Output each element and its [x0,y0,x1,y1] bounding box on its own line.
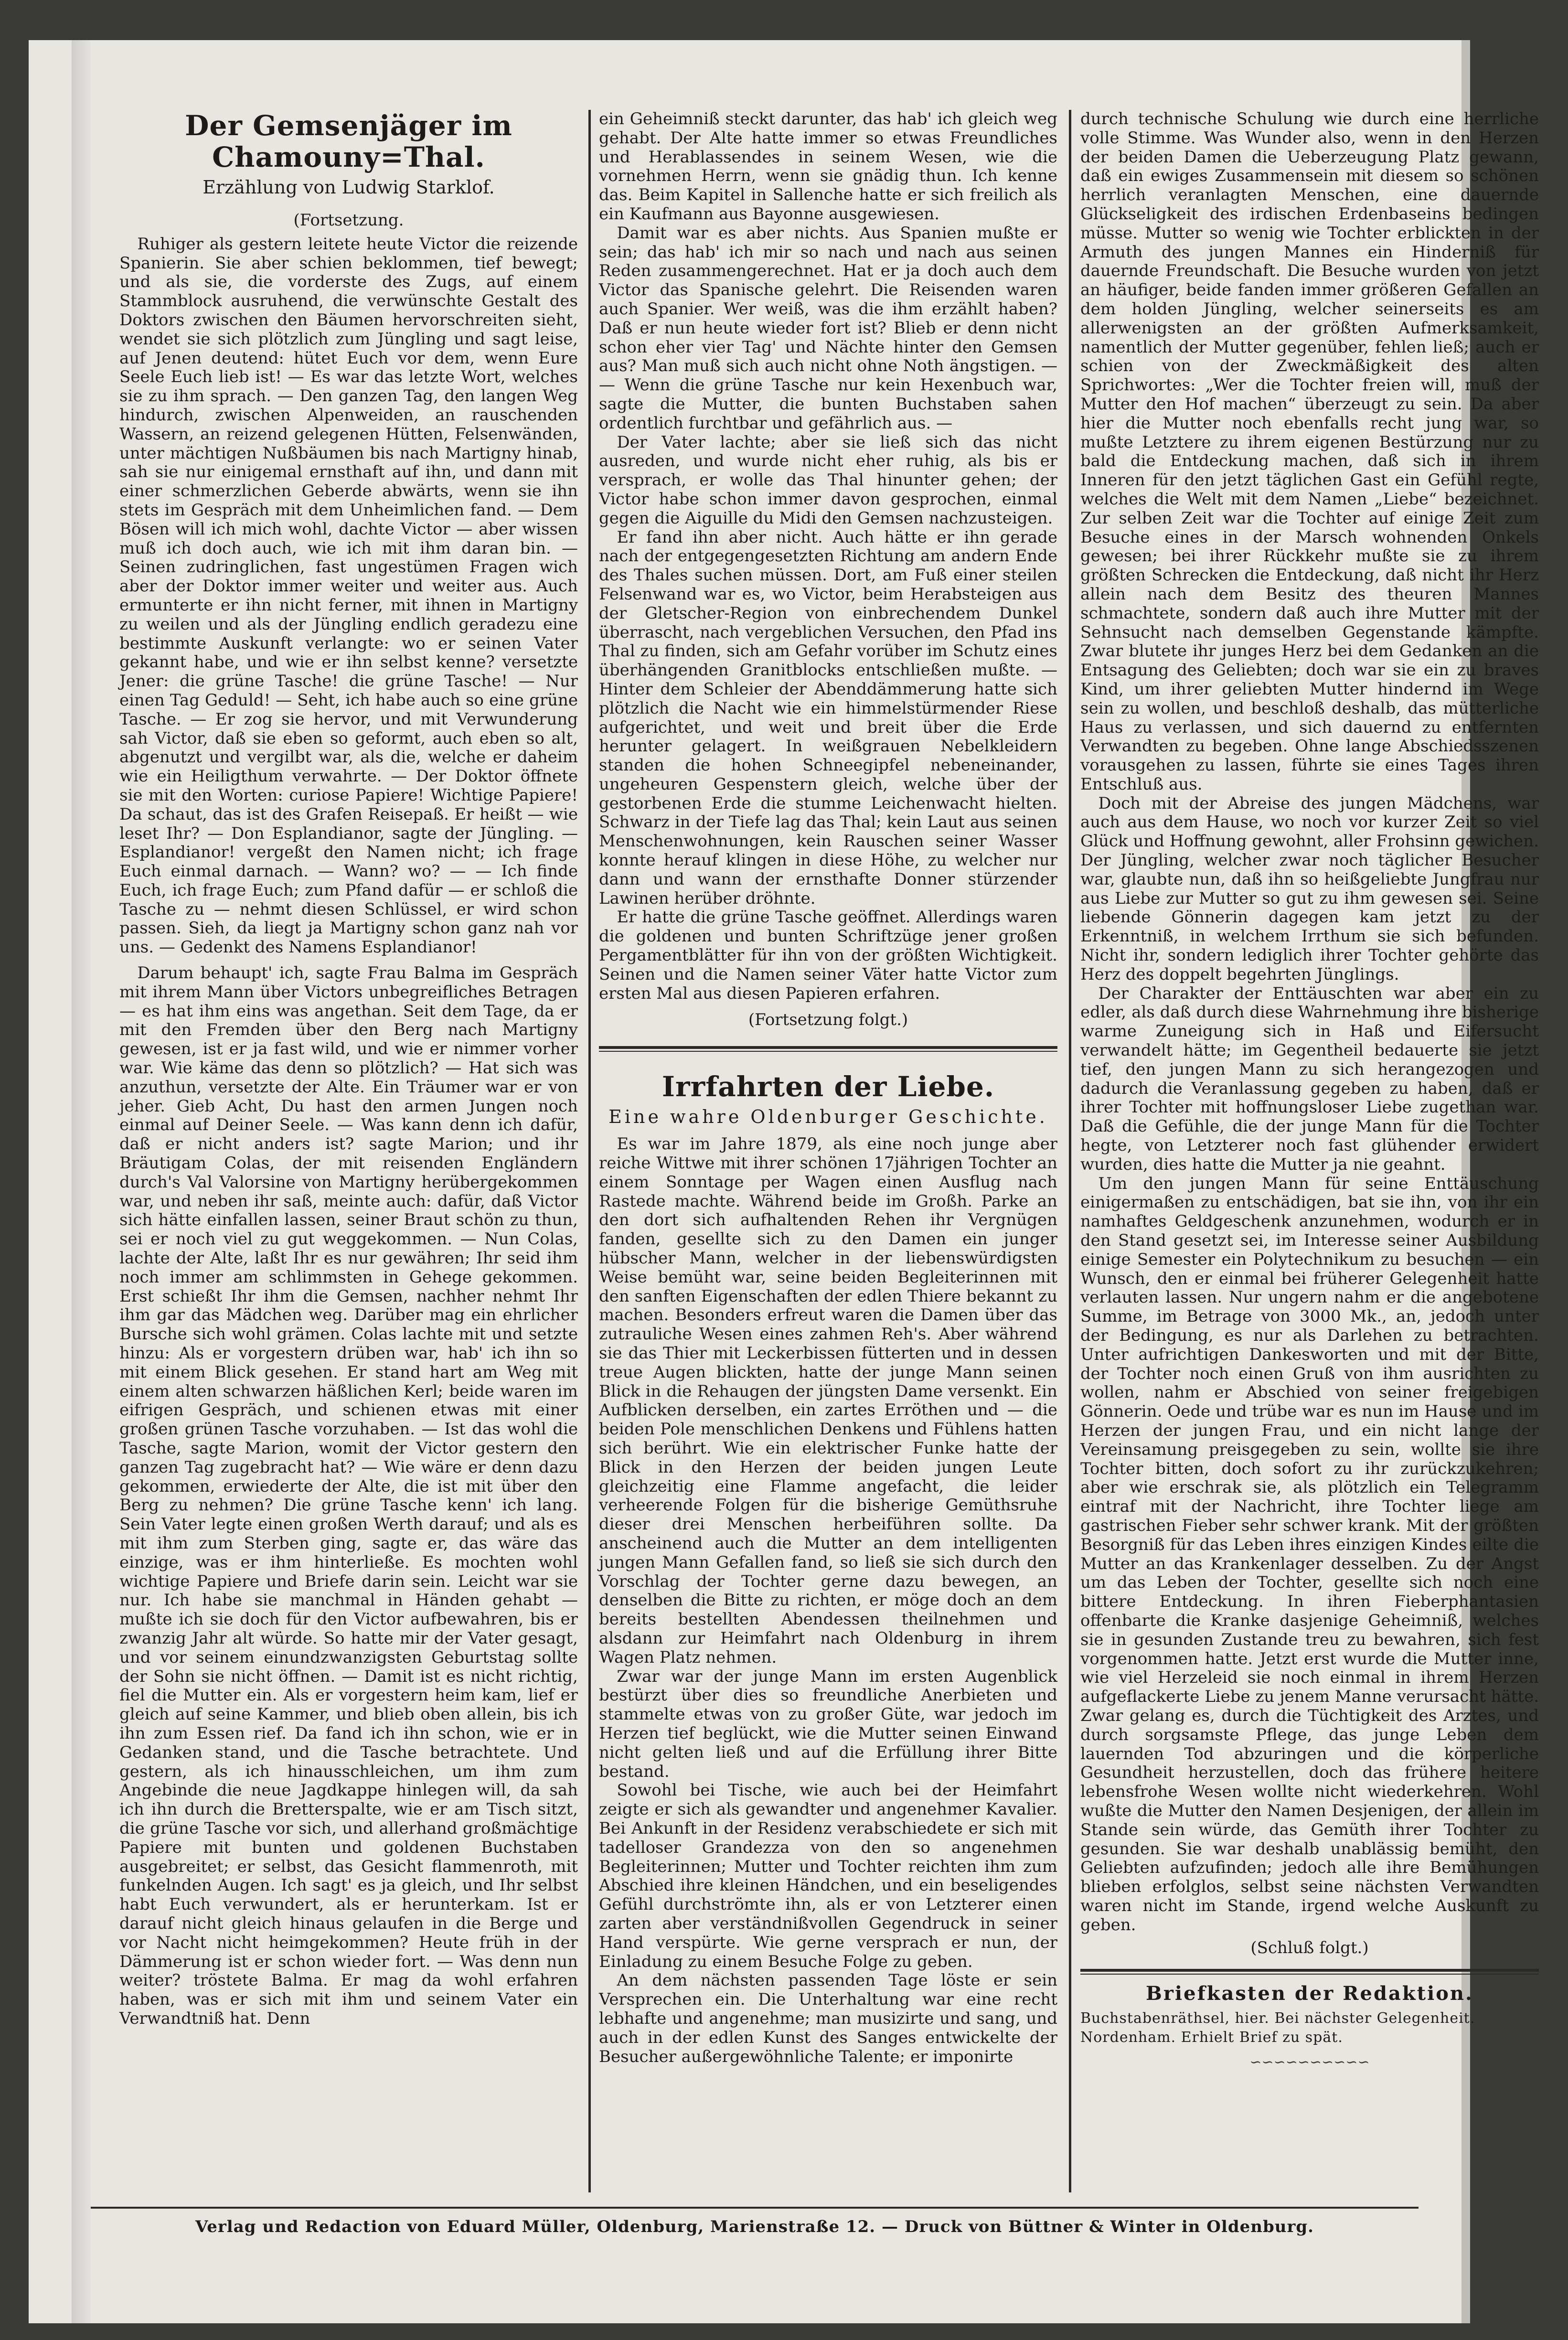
column-3 [1080,110,1539,2072]
story2-conclusion: (Schluß folgt.) [1250,1938,1369,1957]
story2-title: Irrfahrten der Liebe. [661,1070,995,1103]
story2-paragraph: Um den jungen Mann für seine Enttäuschung einigermaßen zu entschädigen, bat sie ihn, von ihr ein namhaftes Geldgeschenk anzunehmen, wodurch er in den Stand gesetzt sei, im Interesse seiner Ausbildung einige Semester ein Polytechnikum zu besuchen — ein Wunsch, den er einmal bei früherer Gelegenheit hatte verlauten lassen. Nur ungern nahm er die angebotene Summe, im Betrage von 3000 Mk., an, jedoch unter der Bedingung, es nur als Darlehen zu betrachten. Unter aufrichtigen Dankesworten und mit der Bitte, der Tochter noch einen Gruß von ihm ausrichten zu wollen, nahm er Abschied von seiner freigebigen Gönnerin. Oede und trübe war es nun im Hause und im Herzen der jungen Frau, und ein nicht lange der Vereinsamung preisgegeben zu sein, wollte sie ihre Tochter bitten, doch sofort zu ihr zurückzukehren; aber wie erschrak sie, als plötzlich ein Telegramm eintraf mit der Nachricht, ihre Tochter liege am gastrischen Fieber sehr schwer krank. Mit der größten Besorgniß für das Leben ihres einzigen Kindes eilte die Mutter an das Krankenlager desselben. Zu der Angst um das Leben der Tochter, gesellte sich noch eine bittere Entdeckung. In ihren Fieberphantasien offenbarte die Kranke dasjenige Geheimniß, welches sie in gesunden Zustande treu zu bewahren, sich fest vorgenommen hatte. Jetzt erst wurde die Mutter inne, wie viel Herzeleid sie noch einmal in ihrem Herzen aufgeflackerte Liebe zu jenem Manne verursacht hätte. Zwar gelang es, durch die Tüchtigkeit des Arztes, und durch sorgsamste Pflege, das junge Leben dem lauernden Tod abzuringen und die körperliche Gesundheit herzustellen, doch das frühere heitere lebensfrohe Wesen wollte nicht wiederkehren. Wohl wußte die Mutter den Namen Desjenigen, der allein im Stande sein würde, das Gemüth ihrer Tochter zu gesunden. Sie war deshalb unablässig bemüht, den Geliebten aufzufinden; jedoch alle ihre Bemühungen blieben erfolglos, selbst seine nächsten Verwandten waren nicht im Stande, irgend welche Auskunft zu geben. [1080,1174,1539,1934]
column-1 [119,110,578,2029]
letterbox-title: Briefkasten der Redaktion. [1146,1982,1473,2005]
story1-continuation: (Fortsetzung. [293,211,404,230]
footer-rule [91,2207,1419,2209]
imprint-footer: Verlag und Redaction von Eduard Müller, Oldenburg, Marienstraße 12. — Druck von Büttner & Winter in Oldenburg. [195,2217,1314,2236]
column-rule [588,110,591,2192]
story2-paragraph: Zwar war der junge Mann im ersten Augenblick bestürzt über dies so freundliche Anerbieten und stammelte etwas von zu großer Güte, war jedoch im Herzen tief beglückt, wie die Mutter seinen Einwand nicht gelten ließ und auf die Erfüllung ihrer Bitte bestand. [599,1667,1057,1781]
story2-paragraph: Doch mit der Abreise des jungen Mädchens, war auch aus dem Hause, wo noch vor kurzer Zeit so viel Glück und Hoffnung gewohnt, aller Frohsinn gewichen. Der Jüngling, welcher zwar noch täglicher Besucher war, glaubte nun, daß ihn so heißgeliebte Jungfrau nur aus Liebe zur Mutter so gut zu ihm gewesen sei. Seine liebende Gönnerin dagegen kam jetzt zu der Erkenntniß, in welchem Irrthum sie sich befunden. Nicht ihr, sondern lediglich ihrer Tochter gehörte das Herz des doppelt begehrten Jünglings. [1080,793,1539,984]
story2-paragraph: Es war im Jahre 1879, als eine noch junge aber reiche Wittwe mit ihrer schönen 17jährigen Tochter an einem Sonntage per Wagen einen Ausflug nach Rastede machte. Während beide im Großh. Parke an den dort sich aufhaltenden Rehen ihr Vergnügen fanden, gesellte sich zu den Damen ein junger hübscher Mann, welcher in der liebenswürdigsten Weise bemüht war, seine beiden Begleiterinnen mit den sanften Eigenschaften der edlen Thiere bekannt zu machen. Besonders erfreut waren die Damen über das zutrauliche Wesen eines zahmen Reh's. Aber während sie das Thier mit Leckerbissen fütterten und in dessen treue Augen blickten, hatte der junge Mann seinen Blick in die Rehaugen der jüngsten Dame versenkt. Ein Aufblicken derselben, ein zartes Erröthen und — die beiden Pole menschlichen Denkens und Fühlens hatten sich berührt. Wie ein elektrischer Funke hatte der Blick in den Herzen der beiden jungen Leute gleichzeitig eine Flamme angefacht, die leider verheerende Folgen für die bisherige Gemüthsruhe dieser drei Menschen herbeiführen sollte. Da anscheinend auch die Mutter an dem intelligenten jungen Mann Gefallen fand, so ließ sie sich durch den Vorschlag der Tochter gerne dazu bewegen, an denselben die Bitte zu richten, er möge doch an dem bereits bestellten Abendessen theilnehmen und alsdann zur Heimfahrt nach Oldenburg in ihrem Wagen Platz nehmen. [599,1134,1057,1667]
story1-paragraph: Damit war es aber nichts. Aus Spanien mußte er sein; das hab' ich mir so nach und nach aus seinen Reden zusammengerechnet. Hat er ja doch auch dem Victor das Spanische gelehrt. Die Reisenden waren auch Spanier. Wer weiß, was die ihm erzählt haben? Daß er nun heute wieder fort ist? Blieb er denn nicht schon eher vier Tag' und Nächte hinter den Gemsen aus? Man muß sich auch nicht ohne Noth ängstigen. — — Wenn die grüne Tasche nur kein Hexenbuch war, sagte die Mutter, die bunten Buchstaben sahen ordentlich furchtbar und gefährlich aus. — [599,223,1057,433]
section-separator [599,1046,1057,1052]
story2-paragraph: An dem nächsten passenden Tage löste er sein Versprechen ein. Die Unterhaltung war eine recht lebhafte und angenehme; man musizirte und sang, und auch in der edlen Kunst des Sanges entwickelte der Besucher außergewöhnliche Talente; er imponirte [599,1971,1057,2066]
story1-paragraph: Er fand ihn aber nicht. Auch hätte er ihn gerade nach der entgegengesetzten Richtung am andern Ende des Thales suchen müssen. Dort, am Fuß einer steilen Felsenwand war es, wo Victor, beim Herabsteigen aus der Gletscher-Region von einbrechendem Dunkel überrascht, nach vergeblichen Versuchen, den Pfad ins Thal zu finden, sich am Gefahr vorüber im Schutz eines überhängenden Granitblocks entschließen mußte. — Hinter dem Schleier der Abenddämmerung hatte sich plötzlich die Nacht wie ein himmelstürmender Riese aufgerichtet, und weit und breit über die Erde herunter gelagert. In weißgrauen Nebelkleidern standen die hohen Schneegipfel nebeneinander, ungeheuren Gespenstern gleich, welche über der gestorbenen Erde die stumme Leichenwacht hielten. Schwarz in der Tiefe lag das Thal; kein Laut aus seinen Menschenwohnungen, kein Rauschen seiner Wasser konnte herauf klingen in diese Höhe, zu welcher nur dann und wann der ernsthafte Donner stürzender Lawinen herüber dröhnte. [599,527,1057,908]
story1-paragraph: Darum behaupt' ich, sagte Frau Balma im Gespräch mit ihrem Mann über Victors unbegreifliches Betragen — es hat ihm eins was angethan. Seit dem Tage, da er mit den Fremden über den Berg nach Martigny gewesen, ist er ja fast wild, und wie er nimmer vorher war. Wie käme das denn so plötzlich? — Hat sich was anzuthun, versetzte der Alte. Ein Träumer war er von jeher. Gieb Acht, Du hast den armen Jungen noch einmal auf Deiner Seele. — Was kann denn ich dafür, daß er nicht anders ist? sagte Marion; und ihr Bräutigam Colas, der mit reisenden Engländern durch's Val Valorsine von Martigny herübergekommen war, und neben ihr saß, meinte auch: dafür, daß Victor sich hätte einfallen lassen, seiner Braut schön zu thun, sei er noch viel zu gut weggekommen. — Nun Colas, lachte der Alte, laßt Ihr es nur gewähren; Ihr seid ihm noch immer am schlimmsten in Gehege gekommen. Erst schießt Ihr ihm die Gemsen, nachher nehmt Ihr ihm gar das Mädchen weg. Darüber mag ein ehrlicher Bursche sich wohl grämen. Colas lachte mit und setzte hinzu: Als er vorgestern drüben war, hab' ich ihn so mit einem Blick gesehen. Er stand hart am Weg mit einem alten schwarzen häßlichen Kerl; beide waren im eifrigen Gespräch, und schienen etwas mit einer großen grünen Tasche vorzuhaben. — Ist das wohl die Tasche, sagte Marion, womit der Victor gestern den ganzen Tag zugebracht hat? — Wie wäre er denn dazu gekommen, erwiederte der Alte, die ist mit über den Berg zu nehmen? Die grüne Tasche kenn' ich lang. Sein Vater legte einen großen Werth darauf; und als es mit ihm zum Sterben ging, sagte er, das wäre das einzige, was er ihm hinterließe. Es mochten wohl wichtige Papiere und Briefe darin sein. Leicht war sie nur. Ich habe sie manchmal in Händen gehabt — mußte ich sie doch für den Victor aufbewahren, bis er zwanzig Jahr alt würde. So hatte mir der Vater gesagt, und vor seinem einundzwanzigsten Geburtstag sollte der Sohn sie nicht öffnen. — Damit ist es nicht richtig, fiel die Mutter ein. Als er vorgestern heim kam, lief er gleich auf seine Kammer, und blieb oben allein, bis ich ihn zum Essen rief. Da fand ich ihn schon, wie er in Gedanken stand, und die Tasche betrachtete. Und gestern, als ich hinausschleichen, um ihm zum Angebinde die neue Jagdkappe hinlegen will, da sah ich ihn durch die Bretterspalte, wie er am Tisch sitzt, die grüne Tasche vor sich, und allerhand großmächtige Papiere mit bunten und goldenen Buchstaben ausgebreitet; er selbst, das Gesicht flammenroth, mit funkelnden Augen. Ich sagt' es ja gleich, und Ihr selbst habt Euch verwundert, als er herunterkam. Ist er darauf nicht gleich hinaus gelaufen in die Berge und vor Nacht nicht heimgekommen? Heute früh in der Dämmerung ist er schon wieder fort. — Was denn nun weiter? tröstete Balma. Er mag da wohl erfahren haben, was er sich mit ihm und seinem Vater ein Verwandtniß hat. Denn [119,963,578,2028]
binding-gutter [72,40,91,2323]
story2-paragraph: durch technische Schulung wie durch eine herrliche volle Stimme. Was Wunder also, wenn in den Herzen der beiden Damen die Ueberzeugung Platz gewann, daß ein ewiges Zusammensein mit diesem so schönen herrlich veranlagten Menschen, eine dauernde Glückseligkeit des irdischen Erdenbaseins bedingen müsse. Mutter so wenig wie Tochter erblickten in der Armuth des jungen Mannes ein Hinderniß für dauernde Freundschaft. Die Besuche wurden von jetzt an häufiger, beide fanden immer größeren Gefallen an dem holden Jüngling, welcher seinerseits es am allerwenigsten an der größten Aufmerksamkeit, namentlich der Mutter gegenüber, fehlen ließ; auch er schien von der Zweckmäßigkeit des alten Sprichwortes: „Wer die Tochter freien will, muß der Mutter den Hof machen“ überzeugt zu sein. Da aber hier die Mutter noch ebenfalls recht jung war, so mußte Letztere zu ihrem eigenen Bestürzung nur zu bald die Entdeckung machen, daß sich in ihrem Inneren für den jetzt täglichen Gast ein Gefühl regte, welches die Welt mit dem Namen „Liebe“ bezeichnet. Zur selben Zeit war die Tochter auf einige Zeit zum Besuche eines in der Marsch wohnenden Onkels gewesen; bei ihrer Rückkehr mußte sie zu ihrem größten Schrecken die Entdeckung, daß nicht ihr Herz allein nach dem Besitz des theuren Mannes schmachtete, sondern daß auch ihre Mutter mit der Sehnsucht nach demselben Gegenstande kämpfte. Zwar blutete ihr junges Herz bei dem Gedanken an die Entsagung des Geliebten; doch war sie ein zu braves Kind, um ihrer geliebten Mutter hindernd im Wege sein zu wollen, und beschloß deshalb, das mütterliche Haus zu verlassen, und sich dauernd zu entfernten Verwandten zu begeben. Ohne lange Abschiedsszenen vorausgehen zu lassen, führte sie eines Tages ihren Entschluß aus. [1080,109,1539,794]
story1-title: Der Gemsenjäger im Chamouny=Thal. [185,109,512,173]
story1-paragraph: Er hatte die grüne Tasche geöffnet. Allerdings waren die goldenen und bunten Schriftzüge jener großen Pergamentblätter für ihn von der größten Wichtigkeit. Seinen und die Namen seiner Väter hatte Victor zum ersten Mal aus diesen Papieren erfahren. [599,908,1057,1003]
letterbox-entry: Buchstabenräthsel, hier. Bei nächster Gelegenheit. [1080,2010,1475,2027]
story1-paragraph: ein Geheimniß steckt darunter, das hab' ich gleich weg gehabt. Der Alte hatte immer so etwas Freundliches und Herablassendes in seinem Wesen, wie die vornehmen Herrn, wenn sie gnädig thun. Ich kenne das. Beim Kapitel in Sallenche hatte er sich freilich als ein Kaufmann aus Bayonne ausgewiesen. [599,109,1057,224]
story1-to-be-continued: (Fortsetzung folgt.) [748,1010,908,1030]
story2-paragraph: Der Charakter der Enttäuschten war aber ein zu edler, als daß durch diese Wahrnehmung ihre bisherige warme Zuneigung sich in Haß und Eifersucht verwandelt hätte; im Gegentheil bedauerte sie jetzt tief, den jungen Mann zu sich herangezogen und dadurch die Veranlassung gegeben zu haben, daß er ihrer Tochter mit hoffnungsloser Liebe zugethan war. Daß die Gefühle, die der junge Mann für die Tochter hegte, von Letzterer noch fast glühender erwidert wurden, dies hatte die Mutter ja nie geahnt. [1080,983,1539,1174]
story2-paragraph: Sowohl bei Tische, wie auch bei der Heimfahrt zeigte er sich als gewandter und angenehmer Kavalier. Bei Ankunft in der Residenz verabschiedete er sich mit tadelloser Grandezza von den so angenehmen Begleiterinnen; Mutter und Tochter reichten ihm zum Abschied ihre kleinen Händchen, und ein beseligendes Gefühl durchströmte ihn, als er von Letzterer einen zarten aber verständnißvollen Gegendruck in seiner Hand verspürte. Wie gerne versprach er nun, der Einladung zu einem Besuche Folge zu geben. [599,1781,1057,1971]
letterbox-entry: Nordenham. Erhielt Brief zu spät. [1080,2029,1343,2046]
section-separator [1080,1969,1539,1975]
ornament-divider: ∽∽∽∽∽∽∽∽∽∽ [1249,2054,1370,2071]
column-rule [1069,110,1071,2192]
story1-subtitle: Erzählung von Ludwig Starklof. [203,177,495,198]
story1-paragraph: Der Vater lachte; aber sie ließ sich das nicht ausreden, und wurde nicht eher ruhig, als bis er versprach, er wolle das Thal hinunter gehen; der Victor habe schon immer davon gesprochen, einmal gegen die Aiguille du Midi den Gemsen nachzusteigen. [599,432,1057,528]
story2-subtitle: Eine wahre Oldenburger Geschichte. [608,1106,1048,1128]
story1-paragraph: Ruhiger als gestern leitete heute Victor die reizende Spanierin. Sie aber schien beklommen, tief bewegt; und als sie, die vorderste des Zugs, auf einem Stammblock ausruhend, die verwünschte Gestalt des Doktors zwischen den Bäumen hervorschreiten sieht, wendet sie sich plötzlich zum Jüngling und sagt leise, auf Jenen deutend: hütet Euch vor dem, wenn Eure Seele Euch lieb ist! — Es war das letzte Wort, welches sie zu ihm sprach. — Den ganzen Tag, den langen Weg hindurch, zwischen Alpenweiden, an rauschenden Wassern, an reizend gelegenen Hütten, Felsenwänden, unter mächtigen Nußbäumen bis nach Martigny hinab, sah sie nur einigemal ernsthaft auf ihn, und dann mit einer schmerzlichen Geberde abwärts, wenn sie ihn stets im Gespräch mit dem Unheimlichen fand. — Dem Bösen will ich mich wohl, dachte Victor — aber wissen muß ich doch auch, wie ich mit ihm daran bin. — Seinen zudringlichen, fast ungestümen Fragen wich aber der Doktor immer weiter und weiter aus. Auch ermunterte er ihn nicht ferner, mit ihnen in Martigny zu weilen und als der Jüngling endlich geradezu eine bestimmte Auskunft verlangte: wo er seinen Vater gekannt habe, und wie er ihn selbst kenne? versetzte Jener: die grüne Tasche! die grüne Tasche! — Nur einen Tag Geduld! — Seht, ich habe auch so eine grüne Tasche. — Er zog sie hervor, und mit Verwunderung sah Victor, daß sie eben so geformt, auch eben so alt, abgenutzt und vergilbt war, als die, welche er daheim wie ein Heiligthum verwahrte. — Der Doktor öffnete sie mit den Worten: curiose Papiere! Wichtige Papiere! Da schaut, das ist des Grafen Reisepaß. Er heißt — wie leset Ihr? — Don Esplandianor, sagte der Jüngling. — Esplandianor! vergeßt den Namen nicht; ich frage Euch einmal darnach. — Wann? wo? — — Ich finde Euch, ich frage Euch; zum Pfand dafür — er schloß die Tasche zu — nehmt diesen Schlüssel, er wird schon passen. Sieh, da liegt ja Martigny schon ganz nah vor uns. — Gedenkt des Namens Esplandianor! [119,234,578,957]
column-2 [599,110,1057,2066]
